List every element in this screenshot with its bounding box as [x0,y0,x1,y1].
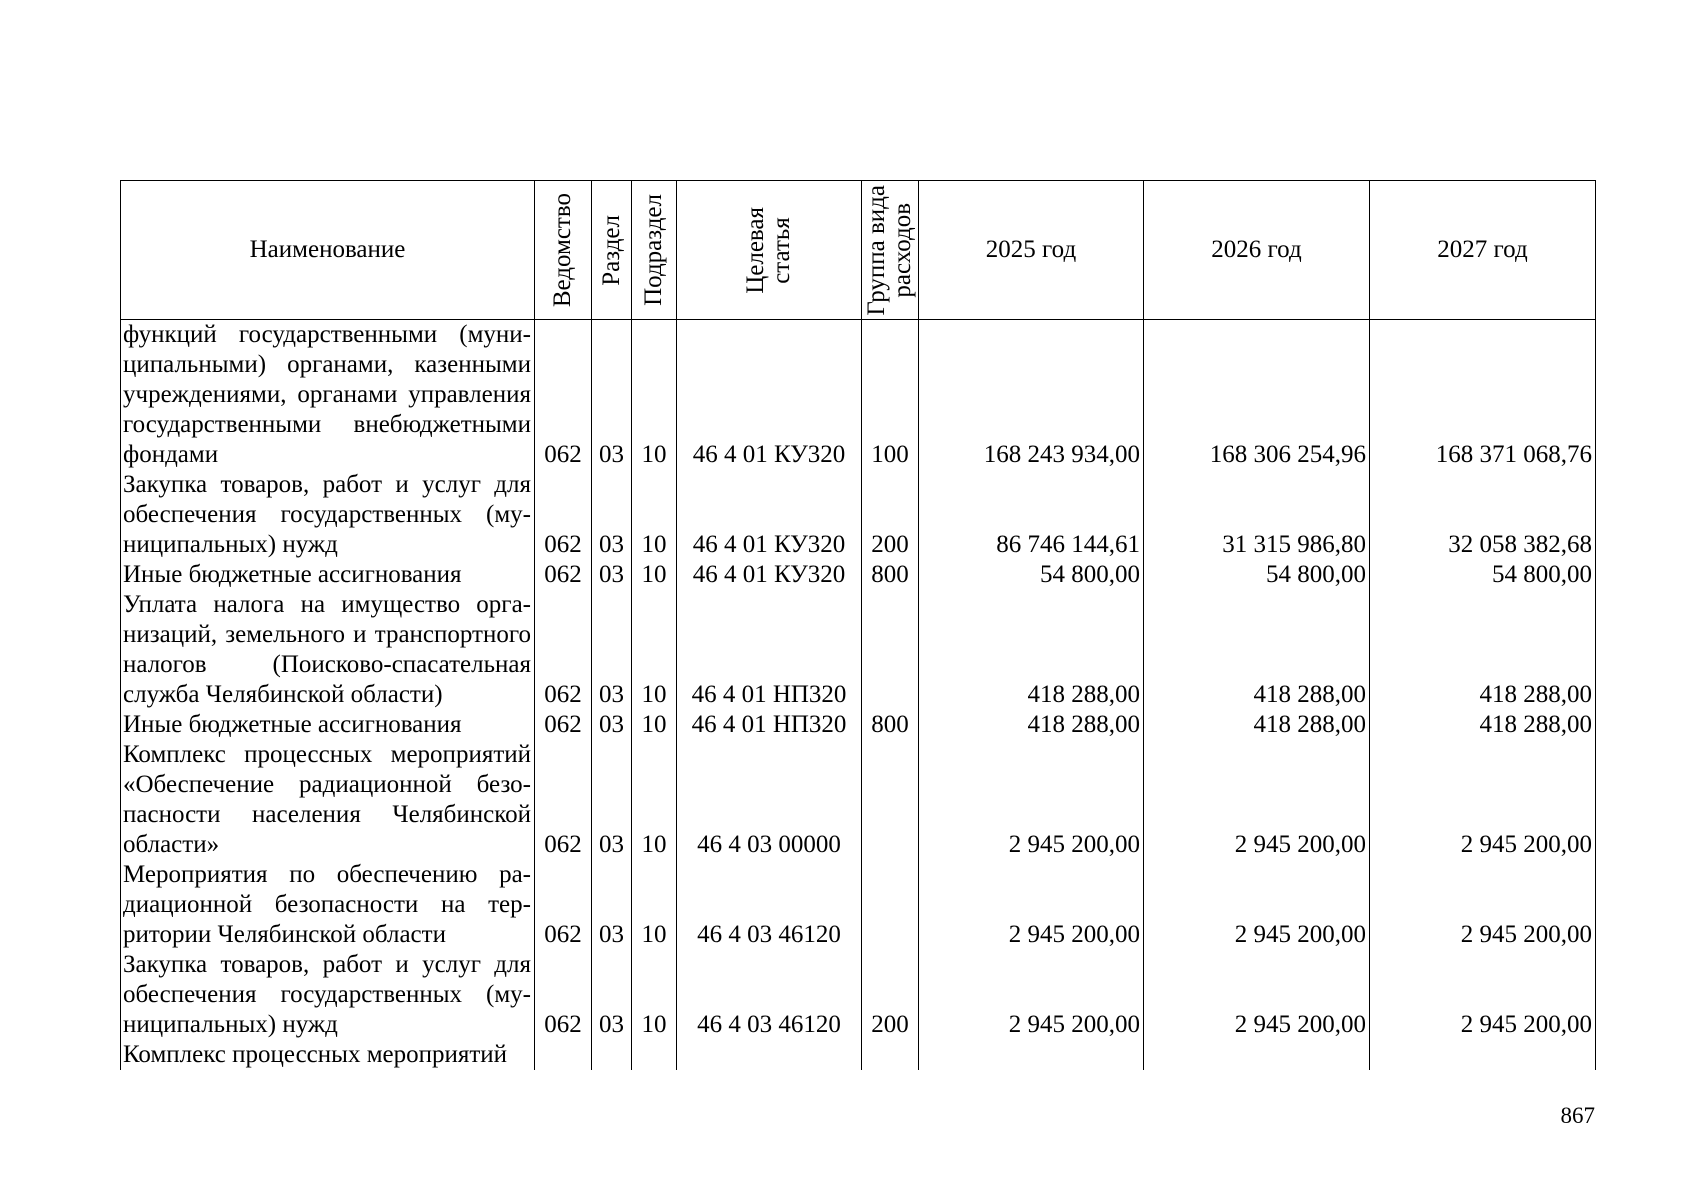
cell-celevaya: 46 4 03 46120 [677,860,862,950]
cell-vedomstvo: 062 [535,740,592,860]
cell-2027: 2 945 200,00 [1370,860,1596,950]
cell-2025: 418 288,00 [919,590,1144,710]
cell-celevaya: 46 4 03 00000 [677,740,862,860]
cell-celevaya: 46 4 01 НП320 [677,590,862,710]
cell-podrazdel [632,1040,677,1070]
cell-2027: 418 288,00 [1370,710,1596,740]
cell-name: Иные бюджетные ассигнования [121,710,535,740]
cell-vedomstvo: 062 [535,710,592,740]
cell-2027: 168 371 068,76 [1370,320,1596,471]
cell-razdel: 03 [592,590,632,710]
cell-podrazdel: 10 [632,950,677,1040]
header-gruppa-vida-rashodov [862,181,919,320]
table-row [121,860,1596,950]
cell-2027: 418 288,00 [1370,590,1596,710]
header-podrazdel: Подраздел [632,181,677,320]
cell-razdel: 03 [592,860,632,950]
header-name: Наименование [121,181,535,320]
cell-gruppa [862,1040,919,1070]
cell-name: Иные бюджетные ассигнования [121,560,535,590]
cell-vedomstvo: 062 [535,860,592,950]
cell-vedomstvo: 062 [535,470,592,560]
cell-podrazdel: 10 [632,710,677,740]
cell-2025: 418 288,00 [919,710,1144,740]
cell-razdel: 03 [592,740,632,860]
cell-2027 [1370,1040,1596,1070]
cell-gruppa [862,740,919,860]
header-2026: 2026 год [1144,181,1370,320]
cell-gruppa: 200 [862,950,919,1040]
cell-2026: 54 800,00 [1144,560,1370,590]
header-gruppa-line2: расходов [889,202,916,298]
cell-gruppa: 800 [862,560,919,590]
cell-2027: 54 800,00 [1370,560,1596,590]
cell-name: функций государственными (муниципальными) органами, казенными учреждениями, органами управления государственными внебюджетными фондами [121,320,535,471]
cell-2027: 2 945 200,00 [1370,950,1596,1040]
cell-celevaya: 46 4 01 КУ320 [677,320,862,471]
table-row [121,1040,1596,1070]
cell-vedomstvo: 062 [535,590,592,710]
table-row [121,560,1596,590]
cell-name: Мероприятия по обеспечению радиационной безопасности на территории Челябинской области [121,860,535,950]
cell-gruppa: 800 [862,710,919,740]
cell-podrazdel: 10 [632,860,677,950]
header-vedomstvo: Ведомство [535,181,592,320]
cell-razdel: 03 [592,710,632,740]
cell-2026: 2 945 200,00 [1144,950,1370,1040]
cell-2026: 168 306 254,96 [1144,320,1370,471]
cell-2027: 2 945 200,00 [1370,740,1596,860]
cell-name: Комплекс процессных мероприятий [121,1040,535,1070]
cell-name: Закупка товаров, работ и услуг для обеспечения государственных (муниципальных) нужд [121,950,535,1040]
table-row [121,710,1596,740]
cell-celevaya: 46 4 03 46120 [677,950,862,1040]
header-gruppa-line1: Группа вида [863,184,890,316]
header-celevaya-line2: статья [768,216,795,284]
cell-podrazdel: 10 [632,740,677,860]
cell-celevaya [677,1040,862,1070]
cell-razdel: 03 [592,470,632,560]
cell-2026: 2 945 200,00 [1144,740,1370,860]
table-row [121,470,1596,560]
header-razdel: Раздел [592,181,632,320]
table-header-row [121,181,1596,320]
cell-name: Комплекс процессных мероприятий «Обеспечение радиационной безопасности населения Челябинской области» [121,740,535,860]
header-celevaya-statya [677,181,862,320]
cell-2025 [919,1040,1144,1070]
cell-2025: 86 746 144,61 [919,470,1144,560]
cell-podrazdel: 10 [632,590,677,710]
page-number: 867 [1560,1103,1595,1128]
cell-gruppa [862,860,919,950]
cell-vedomstvo: 062 [535,560,592,590]
header-2027: 2027 год [1370,181,1596,320]
table-row [121,590,1596,710]
table-row [121,950,1596,1040]
cell-2025: 2 945 200,00 [919,860,1144,950]
cell-2025: 2 945 200,00 [919,740,1144,860]
cell-name: Закупка товаров, работ и услуг для обеспечения государственных (муниципальных) нужд [121,470,535,560]
table-row [121,740,1596,860]
budget-table [120,180,1596,1070]
header-2025: 2025 год [919,181,1144,320]
cell-razdel: 03 [592,560,632,590]
cell-2026: 31 315 986,80 [1144,470,1370,560]
cell-gruppa [862,590,919,710]
cell-razdel [592,1040,632,1070]
cell-2025: 2 945 200,00 [919,950,1144,1040]
cell-podrazdel: 10 [632,560,677,590]
cell-celevaya: 46 4 01 КУ320 [677,470,862,560]
cell-2025: 54 800,00 [919,560,1144,590]
cell-vedomstvo: 062 [535,950,592,1040]
cell-2027: 32 058 382,68 [1370,470,1596,560]
table-row [121,320,1596,471]
cell-celevaya: 46 4 01 НП320 [677,710,862,740]
cell-podrazdel: 10 [632,470,677,560]
cell-2026 [1144,1040,1370,1070]
cell-vedomstvo: 062 [535,320,592,471]
cell-vedomstvo [535,1040,592,1070]
cell-celevaya: 46 4 01 КУ320 [677,560,862,590]
cell-razdel: 03 [592,320,632,471]
cell-2026: 418 288,00 [1144,590,1370,710]
header-celevaya-line1: Целевая [742,206,769,294]
cell-2026: 418 288,00 [1144,710,1370,740]
cell-gruppa: 200 [862,470,919,560]
cell-2025: 168 243 934,00 [919,320,1144,471]
cell-gruppa: 100 [862,320,919,471]
cell-name: Уплата налога на имущество организаций, земельного и транспортного налогов (Поисково-спасательная служба Челябинской области) [121,590,535,710]
cell-2026: 2 945 200,00 [1144,860,1370,950]
cell-razdel: 03 [592,950,632,1040]
cell-podrazdel: 10 [632,320,677,471]
